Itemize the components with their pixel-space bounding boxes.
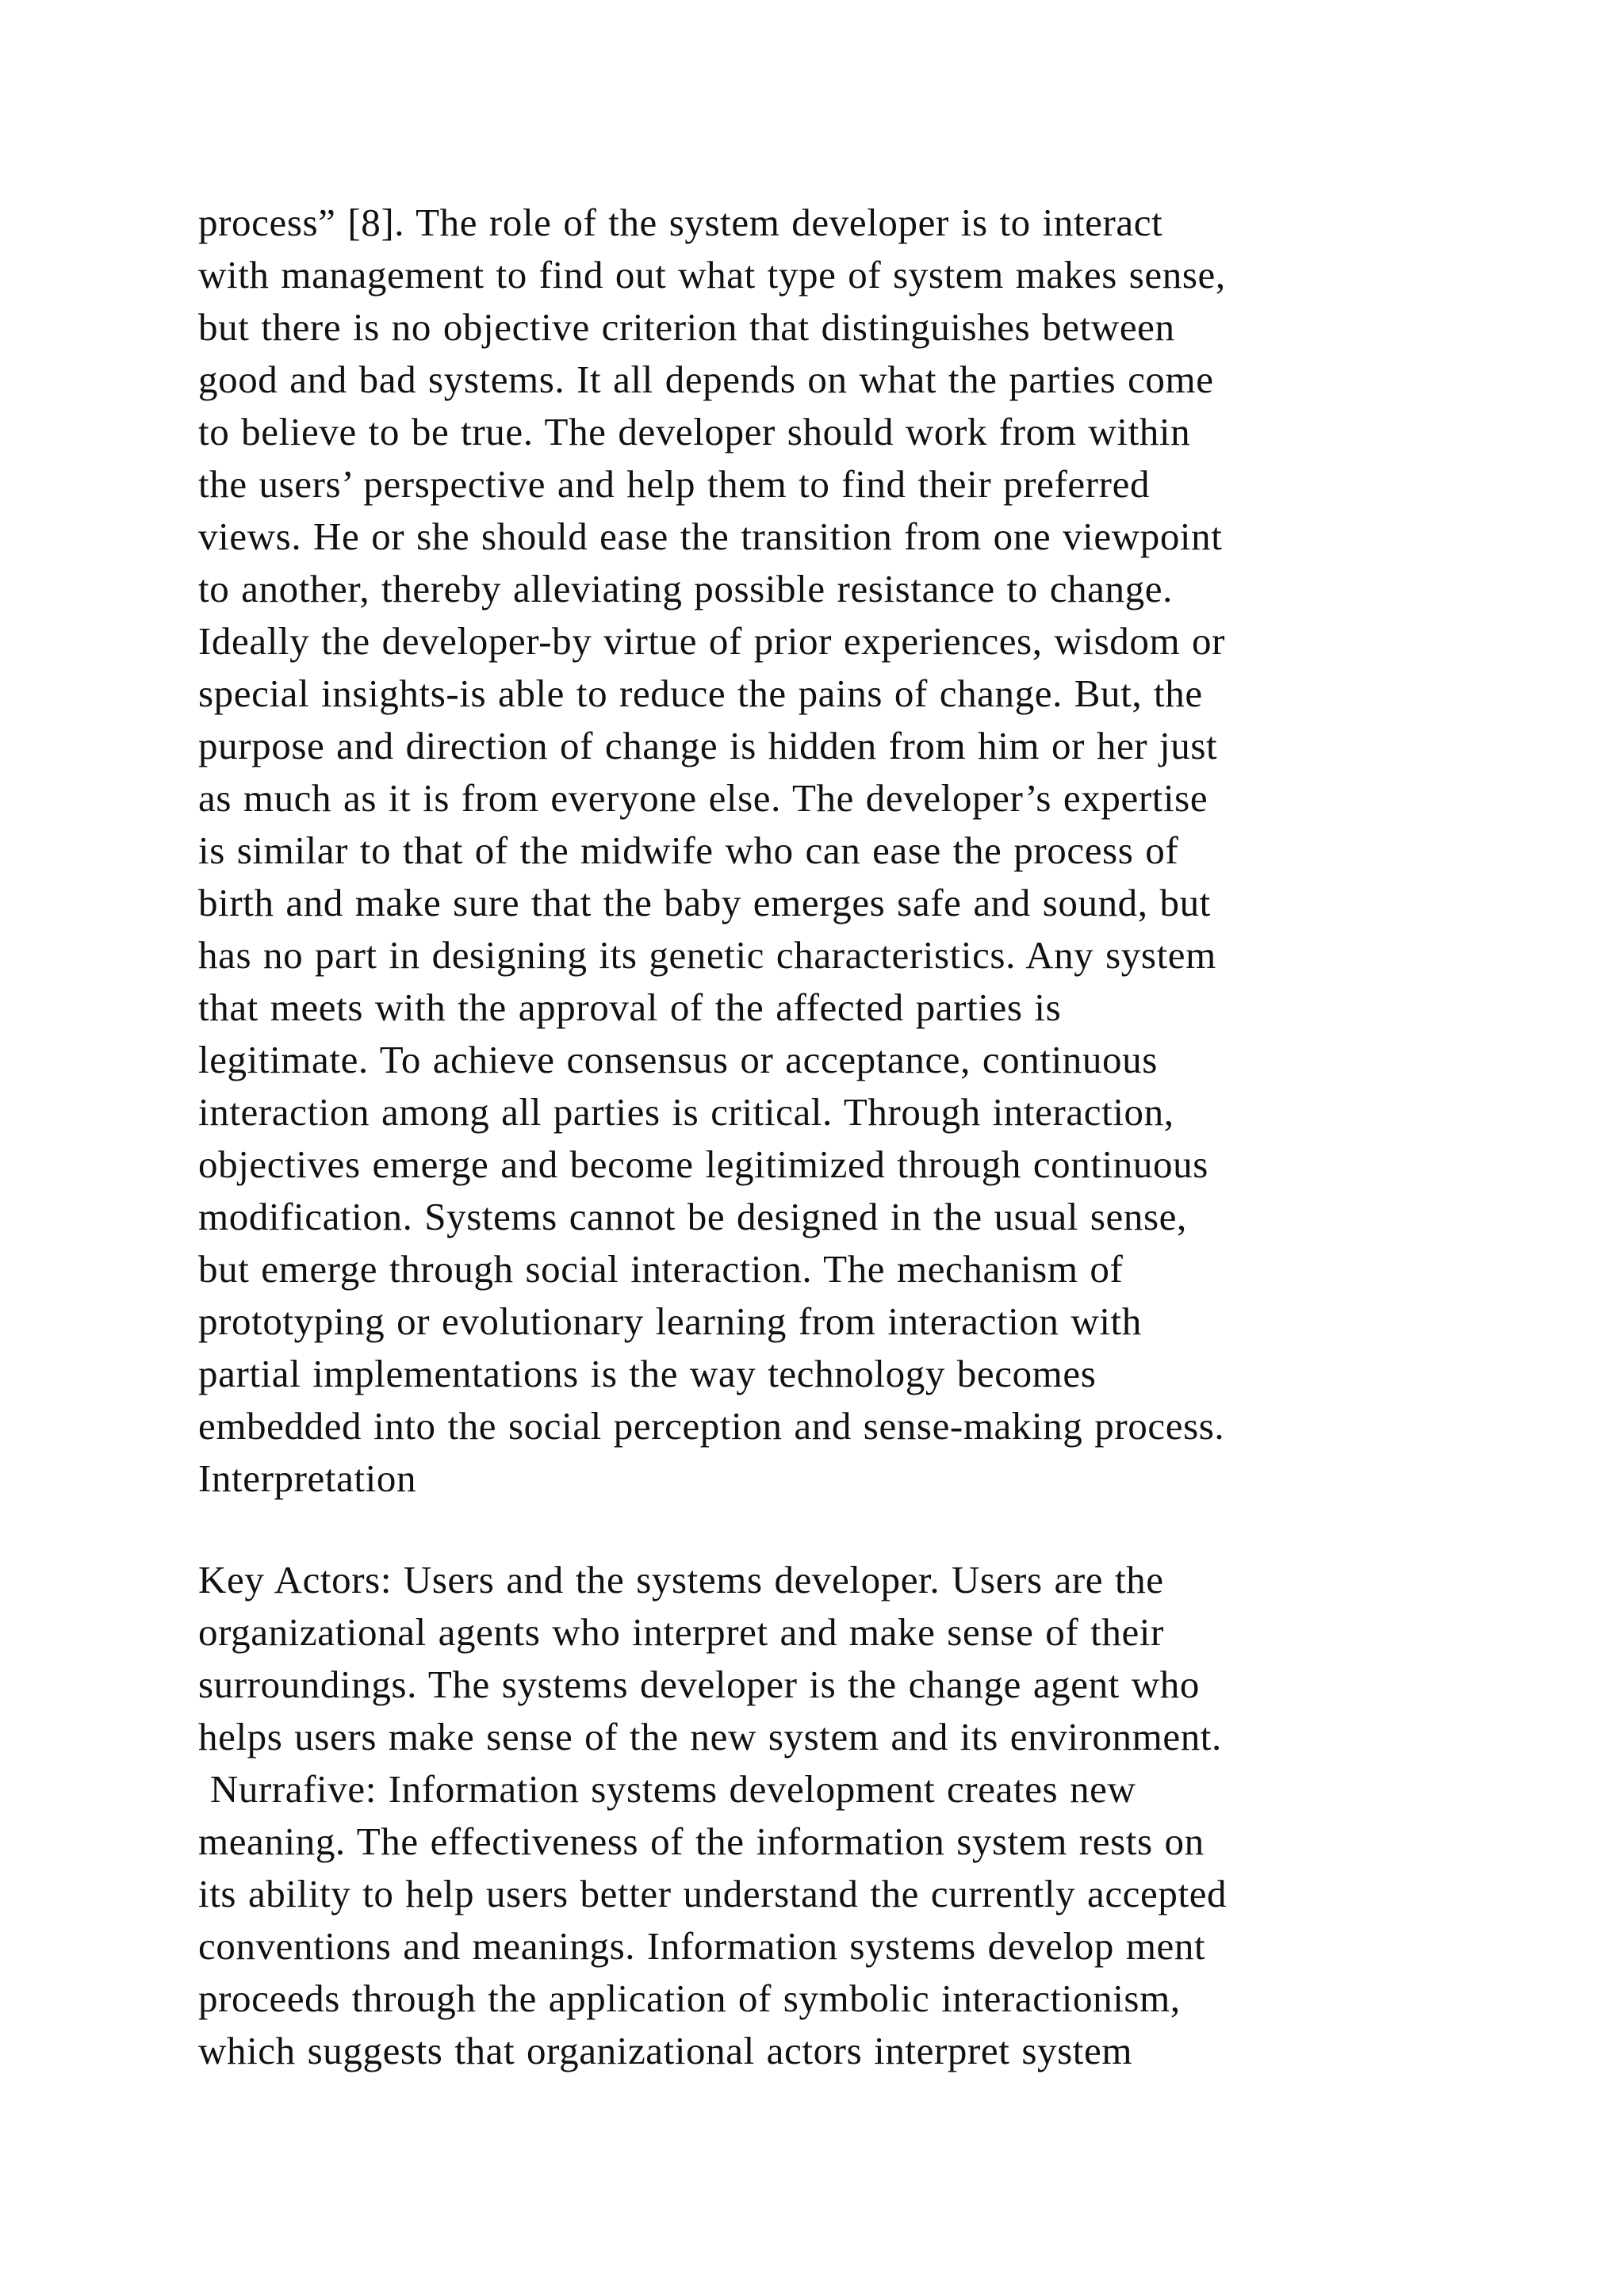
text-line: to another, thereby alleviating possible resistance to change. (198, 567, 1173, 610)
text-line: to believe to be true. The developer should work from within (198, 410, 1191, 453)
text-line: objectives emerge and become legitimized through continuous (198, 1142, 1208, 1186)
text-line: views. He or she should ease the transition from one viewpoint (198, 515, 1223, 558)
paragraph-1 (198, 197, 1435, 1505)
text-line: Ideally the developer-by virtue of prior experiences, wisdom or (198, 619, 1226, 663)
text-line: is similar to that of the midwife who can ease the process of (198, 828, 1179, 872)
text-line: conventions and meanings. Information systems develop ment (198, 1924, 1206, 1968)
text-line: partial implementations is the way technology becomes (198, 1352, 1097, 1395)
text-line: has no part in designing its genetic characteristics. Any system (198, 933, 1216, 977)
text-line: Key Actors: Users and the systems developer. Users are the (198, 1558, 1164, 1601)
text-line: process” [8]. The role of the system developer is to interact (198, 201, 1163, 244)
text-line: purpose and direction of change is hidden from him or her just (198, 724, 1218, 767)
text-line: with management to find out what type of system makes sense, (198, 253, 1226, 297)
text-line: prototyping or evolutionary learning from interaction with (198, 1299, 1142, 1343)
text-line: its ability to help users better understand the currently accepted (198, 1872, 1228, 1915)
text-line: but there is no objective criterion that distinguishes between (198, 305, 1175, 349)
text-line: the users’ perspective and help them to find their preferred (198, 462, 1151, 506)
text-line: embedded into the social perception and sense-making process. (198, 1404, 1225, 1448)
text-line: meaning. The effectiveness of the information system rests on (198, 1820, 1205, 1863)
text-line: surroundings. The systems developer is the change agent who (198, 1663, 1200, 1706)
text-line: good and bad systems. It all depends on what the parties come (198, 358, 1214, 401)
text-line: Nurrafive: Information systems development creates new (198, 1767, 1136, 1811)
text-line: that meets with the approval of the affected parties is (198, 985, 1062, 1029)
text-line: which suggests that organizational actors interpret system (198, 2029, 1133, 2072)
paragraph-2 (198, 1554, 1435, 2077)
text-line: proceeds through the application of symbolic interactionism, (198, 1976, 1181, 2020)
text-line: modification. Systems cannot be designed in the usual sense, (198, 1195, 1187, 1238)
text-line: interaction among all parties is critical. Through interaction, (198, 1090, 1174, 1134)
text-line: helps users make sense of the new system and its environment. (198, 1715, 1222, 1758)
text-line: as much as it is from everyone else. The developer’s expertise (198, 776, 1208, 820)
text-line: birth and make sure that the baby emerges safe and sound, but (198, 881, 1211, 924)
text-line: special insights-is able to reduce the pains of change. But, the (198, 672, 1203, 715)
text-line: legitimate. To achieve consensus or acceptance, continuous (198, 1038, 1158, 1081)
section-heading: Interpretation (198, 1456, 417, 1500)
text-line: but emerge through social interaction. The mechanism of (198, 1247, 1124, 1291)
text-line: organizational agents who interpret and make sense of their (198, 1610, 1164, 1654)
